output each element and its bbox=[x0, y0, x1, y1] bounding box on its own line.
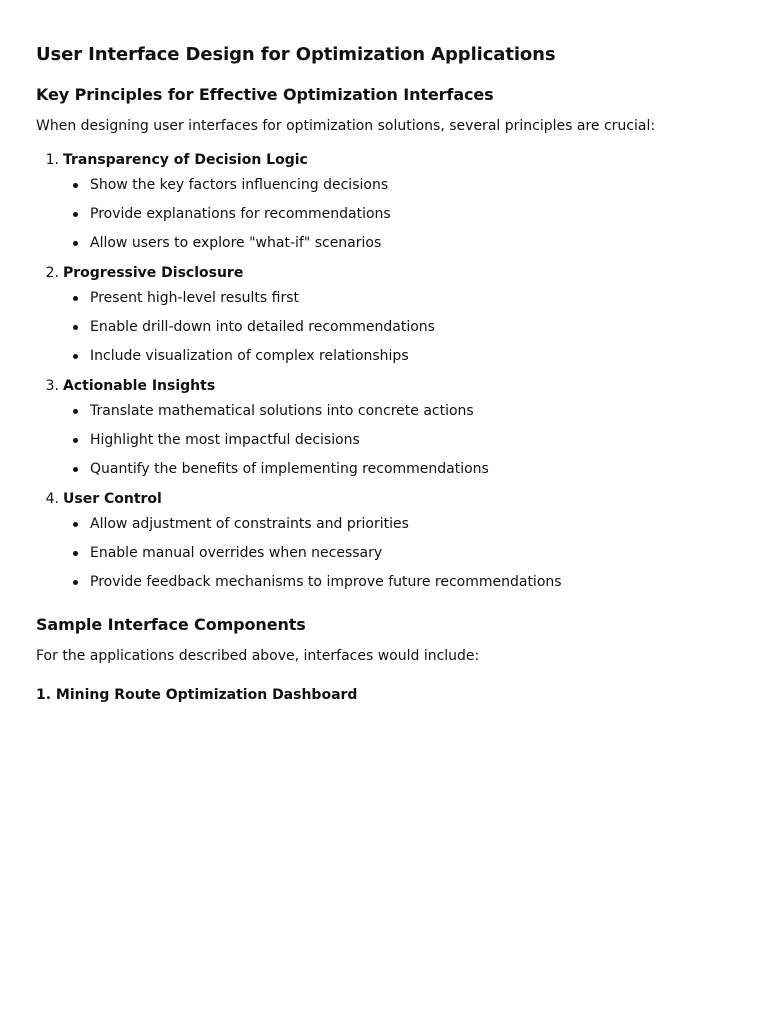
principle-item bbox=[36, 151, 732, 252]
principle-item bbox=[36, 490, 732, 591]
principle-title: Actionable Insights bbox=[63, 378, 216, 394]
principle-title: User Control bbox=[63, 491, 162, 507]
bullet-item: Provide explanations for recommendations bbox=[36, 205, 732, 223]
bullet-item: Present high-level results first bbox=[36, 289, 732, 307]
principle-number: 1. bbox=[45, 152, 59, 168]
principle-bullets bbox=[36, 176, 732, 252]
bullet-icon bbox=[36, 515, 90, 533]
principle-title: Transparency of Decision Logic bbox=[63, 152, 308, 168]
components-heading: Sample Interface Components bbox=[36, 615, 306, 634]
principle-number: 3. bbox=[45, 378, 59, 394]
bullet-item: Quantify the benefits of implementing recommendations bbox=[36, 460, 732, 478]
bullet-icon bbox=[36, 347, 90, 365]
bullet-icon bbox=[36, 205, 90, 223]
principle-item bbox=[36, 264, 732, 365]
bullet-icon bbox=[36, 289, 90, 307]
bullet-icon bbox=[36, 573, 90, 591]
bullet-item: Provide feedback mechanisms to improve future recommendations bbox=[36, 573, 732, 591]
principle-header bbox=[36, 490, 732, 508]
principle-header bbox=[36, 377, 732, 395]
bullet-icon bbox=[36, 431, 90, 449]
principle-item bbox=[36, 377, 732, 478]
component-heading: 1. Mining Route Optimization Dashboard bbox=[36, 687, 358, 703]
bullet-icon bbox=[36, 318, 90, 336]
bullet-item: Allow adjustment of constraints and priorities bbox=[36, 515, 732, 533]
document-title: User Interface Design for Optimization Applications bbox=[36, 44, 556, 65]
principle-number: 2. bbox=[45, 265, 59, 281]
components-intro: For the applications described above, interfaces would include: bbox=[36, 648, 480, 664]
bullet-icon bbox=[36, 544, 90, 562]
bullet-icon bbox=[36, 234, 90, 252]
bullet-icon bbox=[36, 176, 90, 194]
principles-list bbox=[36, 151, 732, 591]
principles-heading: Key Principles for Effective Optimization Interfaces bbox=[36, 85, 494, 104]
bullet-item: Translate mathematical solutions into concrete actions bbox=[36, 402, 732, 420]
principles-intro: When designing user interfaces for optimization solutions, several principles are crucial: bbox=[36, 118, 656, 134]
bullet-item: Include visualization of complex relationships bbox=[36, 347, 732, 365]
bullet-item: Enable manual overrides when necessary bbox=[36, 544, 732, 562]
principle-header bbox=[36, 151, 732, 169]
bullet-icon bbox=[36, 402, 90, 420]
bullet-item: Highlight the most impactful decisions bbox=[36, 431, 732, 449]
bullet-item: Show the key factors influencing decisions bbox=[36, 176, 732, 194]
principle-bullets bbox=[36, 402, 732, 478]
bullet-icon bbox=[36, 460, 90, 478]
principle-title: Progressive Disclosure bbox=[63, 265, 244, 281]
principle-number: 4. bbox=[45, 491, 59, 507]
bullet-item: Enable drill-down into detailed recommendations bbox=[36, 318, 732, 336]
principle-bullets bbox=[36, 289, 732, 365]
principle-header bbox=[36, 264, 732, 282]
principle-bullets bbox=[36, 515, 732, 591]
bullet-item: Allow users to explore "what-if" scenarios bbox=[36, 234, 732, 252]
